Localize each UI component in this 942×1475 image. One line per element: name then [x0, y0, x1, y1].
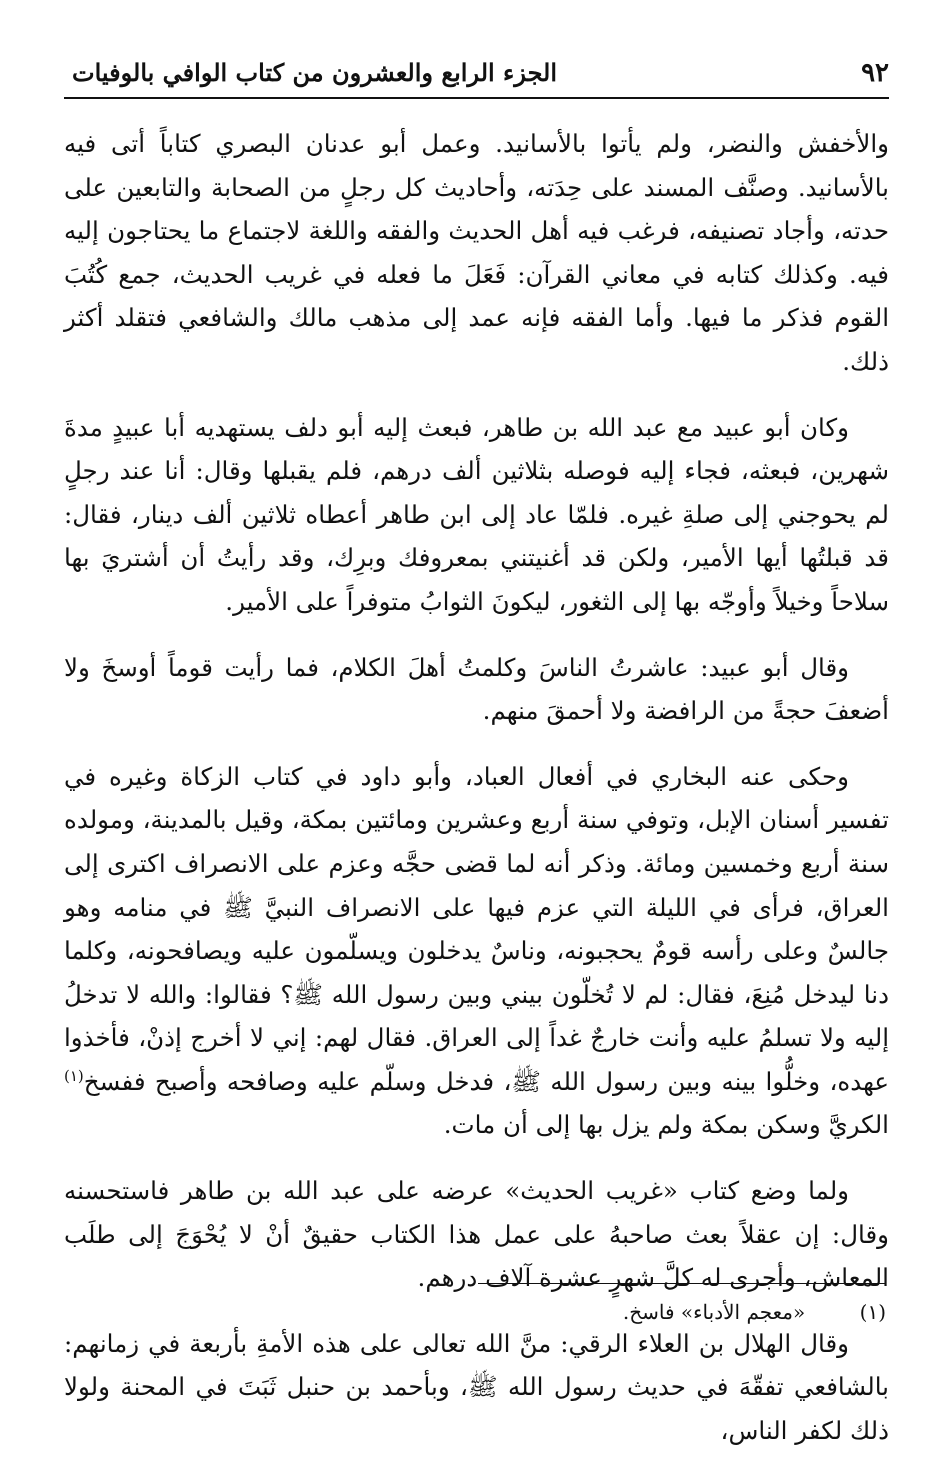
- paragraph-5: ولما وضع كتاب «غريب الحديث» عرضه على عبد الله بن طاهر فاستحسنه وقال: إن عقلاً بعث صاحبهُ على عمل هذا الكتاب حقيقٌ أنْ لا يُحْوَجَ إلى طلَب المعاش، وأجرى له كلَّ شهرٍ عشرة آلاف درهم.: [64, 1176, 889, 1293]
- body-text: [64, 122, 889, 1475]
- page-number: ٩٢: [861, 58, 889, 88]
- running-title: الجزء الرابع والعشرون من كتاب الوافي بالوفيات: [72, 58, 558, 87]
- paragraph-2: وكان أبو عبيد مع عبد الله بن طاهر، فبعث إليه أبو دلف يستهديه أبا عبيدٍ مدةَ شهرين، فبعثه، فجاء إليه فوصله بثلاثين ألف درهم، فلم يقبلها وقال: أنا عند رجلٍ لم يحوجني إلى صلةِ غيره. فلمّا عاد إلى ابن طاهر أعطاه ثلاثين ألف دينار، فقال: قد قبلتُها أيها الأمير، ولكن قد أغنيتني بمعروفك وبرِك، وقد رأيتُ أن أشتريَ بها سلاحاً وخيلاً وأوجّه بها إلى الثغور، ليكونَ الثوابُ متوفراً على الأمير.: [64, 412, 889, 616]
- footnote: [61, 1296, 886, 1328]
- footnote-number: (١): [859, 1300, 886, 1324]
- paragraph-6: وقال الهلال بن العلاء الرقي: منَّ الله تعالى على هذه الأمةِ بأربعة في زمانهم: بالشافعي تفقّهَ في حديث رسول الله ﷺ، وبأحمد بن حنبل ثَبَتَ في المحنة ولولا ذلك لكفر الناس،: [64, 1328, 889, 1446]
- paragraph-1: والأخفش والنضر، ولم يأتوا بالأسانيد. وعمل أبو عدنان البصري كتاباً أتى فيه بالأسانيد. وصنَّف المسند على حِدَته، وأحاديث كل رجلٍ من الصحابة والتابعين على حدته، وأجاد تصنيفه، فرغب فيه أهل الحديث والفقه واللغة لاجتماع ما يحتاجون إليه فيه. وكذلك كتابه في معاني القرآن: فَعَلَ ما فعله في غريب الحديث، جمع كُتُبَ القوم فذكر ما فيها. وأما الفقه فإنه عمد إلى مذهب مالك والشافعي فتقلد أكثر ذلك.: [64, 129, 889, 376]
- footnote-text: «معجم الأدباء» فاسخ.: [622, 1300, 806, 1324]
- paragraph-4-text-after-note: الكريَّ وسكن بمكة ولم يزل بها إلى أن مات.: [443, 1110, 889, 1140]
- paragraph-4: [64, 755, 889, 1147]
- footnote-reference: (١): [64, 1066, 84, 1085]
- page-header: [64, 48, 889, 98]
- paragraph-3: وقال أبو عبيد: عاشرتُ الناسَ وكلمتُ أهلَ الكلام، فما رأيت قوماً أوسخَ ولا أضعفَ حجةً من الرافضة ولا أحمقَ منهم.: [64, 652, 889, 726]
- footnote-divider: [478, 1283, 886, 1284]
- header-divider: [64, 97, 889, 99]
- paragraph-4-text-before-note: وحكى عنه البخاري في أفعال العباد، وأبو داود في كتاب الزكاة وغيره في تفسير أسنان الإبل، وتوفي سنة أربع وعشرين ومائتين بمكة، وقيل بالمدينة، ومولده سنة أربع وخمسين ومائة. وذكر أنه لما قضى حجَّه وعزم على الانصراف اكترى إلى العراق، فرأى في الليلة التي عزم فيها على الانصراف النبيَّ ﷺ في منامه وهو جالسٌ وعلى رأسه قومٌ يحجبونه، وناسٌ يدخلون ويسلّمون عليه ويصافحونه، وكلما دنا ليدخل مُنِعَ، فقال: لم لا تُخلّون بيني وبين رسول الله ﷺ؟ فقالوا: والله لا تدخلُ إليه ولا تسلمُ عليه وأنت خارجٌ غداً إلى العراق. فقال لهم: إني لا أخرج إذنْ، فأخذوا عهده، وخلُّوا بينه وبين رسول الله ﷺ، فدخل وسلّم عليه وصافحه وأصبح ففسخ: [64, 761, 889, 1096]
